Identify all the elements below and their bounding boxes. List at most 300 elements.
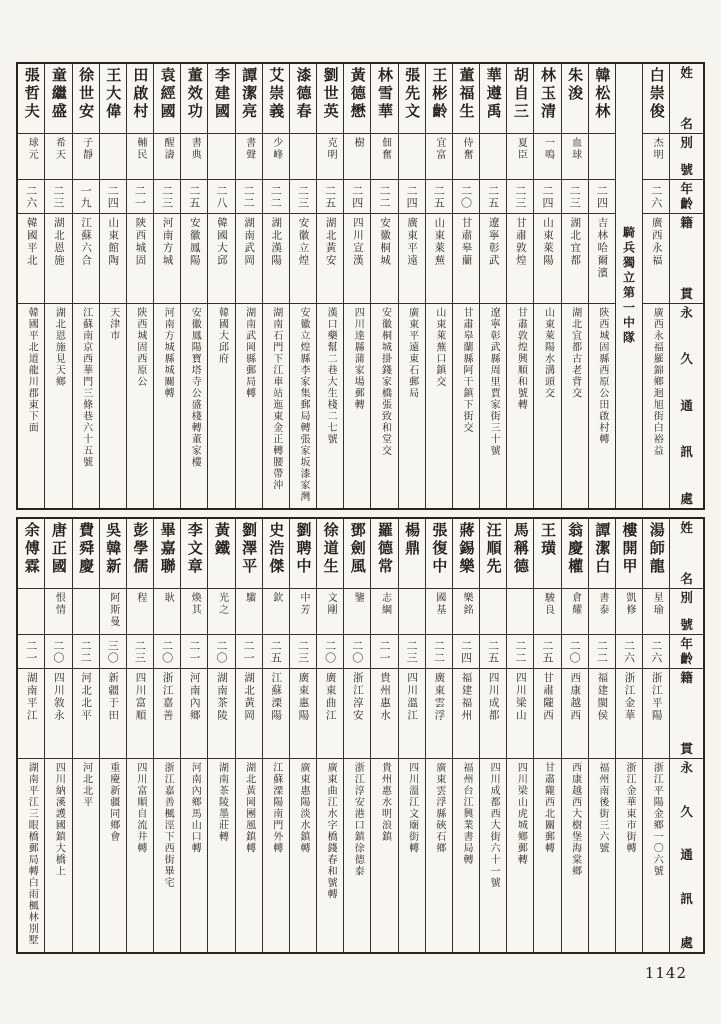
entry-age: 二二 xyxy=(269,184,283,209)
entry-name: 王璜 xyxy=(539,522,557,558)
entry-alias: 程 xyxy=(134,592,146,604)
entry-origin: 湖南茶陵 xyxy=(215,672,228,722)
entry-alias-cell xyxy=(18,589,44,635)
entry-age: 二五 xyxy=(432,184,446,209)
entry-column xyxy=(72,64,99,508)
entry-age: 二三 xyxy=(405,639,419,664)
entry-origin-cell xyxy=(562,669,588,759)
entry-age: 二二 xyxy=(79,639,93,664)
entry-age: 二六 xyxy=(24,184,38,209)
entry-address-cell xyxy=(290,759,316,952)
entry-age-cell xyxy=(453,180,479,214)
entry-origin-cell xyxy=(534,669,560,759)
entry-age: 二二 xyxy=(432,639,446,664)
entry-origin: 江蘇六合 xyxy=(80,217,93,267)
entry-origin-cell xyxy=(208,669,234,759)
entry-alias: 宜富 xyxy=(433,137,445,161)
entry-origin-cell xyxy=(100,214,126,304)
entry-alias-cell xyxy=(154,134,180,180)
entry-age-cell xyxy=(317,635,343,669)
entry-origin-cell xyxy=(18,669,44,759)
entry-name-cell xyxy=(181,519,207,589)
entry-origin: 浙江淳安 xyxy=(351,672,364,722)
entry-origin: 浙江嘉善 xyxy=(161,672,174,722)
entry-alias: 一鳴 xyxy=(542,137,554,161)
entry-alias: 書聲 xyxy=(243,137,255,161)
entry-column xyxy=(180,519,207,952)
entry-alias-cell xyxy=(236,134,262,180)
entry-name-cell xyxy=(426,64,452,134)
entry-age: 二一 xyxy=(242,639,256,664)
entry-name-cell xyxy=(371,519,397,589)
entry-age: 二〇 xyxy=(214,639,228,664)
entry-alias-cell xyxy=(480,134,506,180)
entry-name: 張哲夫 xyxy=(22,67,41,121)
entry-origin: 河北北平 xyxy=(80,672,93,722)
entry-alias: 夏臣 xyxy=(515,137,527,161)
entry-alias: 希天 xyxy=(53,137,65,161)
entry-origin-cell xyxy=(371,669,397,759)
entry-name-cell xyxy=(127,64,153,134)
entry-alias-cell xyxy=(426,134,452,180)
entry-address-cell xyxy=(562,759,588,952)
entry-age: 一九 xyxy=(79,184,93,209)
entry-name: 汪順先 xyxy=(484,522,503,576)
entry-age: 二八 xyxy=(214,184,228,209)
entry-origin: 四川宣漢 xyxy=(351,217,364,267)
entry-alias: 樹 xyxy=(352,137,364,149)
entry-alias: 中芳 xyxy=(297,592,309,616)
entry-name-cell xyxy=(534,519,560,589)
entry-address-cell xyxy=(399,759,425,952)
entry-age: 二五 xyxy=(187,184,201,209)
entry-alias-cell xyxy=(263,589,289,635)
entry-name-cell xyxy=(73,64,99,134)
entry-age: 二一 xyxy=(377,639,391,664)
entry-address: 甘肅皋蘭縣阿干鎮下街交 xyxy=(460,307,472,434)
entry-origin-cell xyxy=(453,214,479,304)
entry-name-cell xyxy=(127,519,153,589)
entry-name-cell xyxy=(589,519,615,589)
entry-age-cell xyxy=(127,635,153,669)
entry-name-cell xyxy=(263,64,289,134)
entry-address-cell xyxy=(399,304,425,508)
entry-origin-cell xyxy=(507,214,533,304)
entry-age-cell xyxy=(562,180,588,214)
entry-address-cell xyxy=(616,759,642,952)
entry-name: 董福生 xyxy=(457,67,476,121)
entry-address-cell xyxy=(208,759,234,952)
entry-address: 浙江平陽金鄉一〇六號 xyxy=(651,762,663,877)
entry-alias: 光之 xyxy=(216,592,228,616)
entry-column xyxy=(370,64,397,508)
header-cell-origin xyxy=(670,214,703,304)
entry-origin-cell xyxy=(263,669,289,759)
entry-alias-cell xyxy=(507,134,533,180)
entry-column xyxy=(180,64,207,508)
entry-address: 遼寧彰武縣周里賈家街三十號 xyxy=(488,307,500,457)
entry-column xyxy=(316,519,343,952)
entry-age-cell xyxy=(181,180,207,214)
entry-address-cell xyxy=(45,304,71,508)
entry-origin-cell xyxy=(127,669,153,759)
entry-address: 廣西永福羅錦鄉迴旭街白裕益 xyxy=(651,307,663,457)
entry-age-cell xyxy=(263,180,289,214)
entry-name-cell xyxy=(45,519,71,589)
entry-age: 二三 xyxy=(296,639,310,664)
entry-alias: 侍奮 xyxy=(460,137,472,161)
entry-name-cell xyxy=(480,64,506,134)
entry-alias-cell xyxy=(534,589,560,635)
entry-alias: 騮 xyxy=(243,592,255,604)
entry-alias-cell xyxy=(534,134,560,180)
entry-origin-cell xyxy=(344,214,370,304)
entry-address-cell xyxy=(480,304,506,508)
entry-origin-cell xyxy=(73,214,99,304)
entry-origin: 新疆于田 xyxy=(107,672,120,722)
entry-name: 華遵禹 xyxy=(484,67,503,121)
entry-age-cell xyxy=(399,180,425,214)
entry-age-cell xyxy=(507,180,533,214)
entry-age: 二三 xyxy=(160,184,174,209)
entry-age-cell xyxy=(344,180,370,214)
entry-age: 二五 xyxy=(486,639,500,664)
entry-column xyxy=(18,519,44,952)
entry-name: 樓開甲 xyxy=(620,522,639,576)
entry-name-cell xyxy=(426,519,452,589)
entry-name: 張復中 xyxy=(430,522,449,576)
entry-address: 廣東雲浮縣硤石鄉 xyxy=(433,762,445,854)
entry-address-cell xyxy=(453,304,479,508)
entry-address: 湖北黃岡團風鎮轉 xyxy=(243,762,255,854)
entry-address: 安徽立煌縣李家集郵局轉張家坂漆家灣 xyxy=(297,307,309,503)
entry-alias-cell xyxy=(616,589,642,635)
header-cell-alias xyxy=(670,589,703,635)
entry-name: 翁慶權 xyxy=(566,522,585,576)
entry-age: 二二 xyxy=(513,639,527,664)
entry-alias: 文剛 xyxy=(325,592,337,616)
entry-name: 羅德常 xyxy=(375,522,394,576)
entry-name-cell xyxy=(344,519,370,589)
entry-address: 甘肅隴西北關郵轉 xyxy=(542,762,554,854)
entry-name-cell xyxy=(263,519,289,589)
entry-address: 湖北宜都古老背交 xyxy=(569,307,581,399)
entry-alias: 欽 xyxy=(270,592,282,604)
entry-age-cell xyxy=(317,180,343,214)
entry-address: 安徽鳳陽寶塔寺公盛棧轉董家樓 xyxy=(189,307,201,468)
entry-age: 二三 xyxy=(296,184,310,209)
directory-table-top xyxy=(16,62,705,510)
unit-divider xyxy=(615,64,642,508)
entry-origin-cell xyxy=(208,214,234,304)
entry-alias: 醒濤 xyxy=(162,137,174,161)
entry-origin-cell xyxy=(426,669,452,759)
entry-origin-cell xyxy=(154,214,180,304)
entry-alias-cell xyxy=(73,134,99,180)
entry-name: 董效功 xyxy=(185,67,204,121)
entry-age-cell xyxy=(371,635,397,669)
entry-age-cell xyxy=(616,635,642,669)
entry-name-cell xyxy=(399,519,425,589)
header-cell-age xyxy=(670,635,703,669)
entry-origin: 安徽鳳陽 xyxy=(188,217,201,267)
entry-name: 黃德懋 xyxy=(348,67,367,121)
entry-age-cell xyxy=(371,180,397,214)
entry-origin: 韓國大邱 xyxy=(215,217,228,267)
entry-column xyxy=(615,519,642,952)
entry-age-cell xyxy=(589,180,615,214)
entry-address-cell xyxy=(73,304,99,508)
entry-age: 二五 xyxy=(323,184,337,209)
entry-alias-cell xyxy=(453,134,479,180)
entry-age-cell xyxy=(73,180,99,214)
entry-alias-cell xyxy=(317,589,343,635)
entry-column xyxy=(533,519,560,952)
entry-name: 李建國 xyxy=(212,67,231,121)
entry-name: 王大偉 xyxy=(104,67,123,121)
entry-age: 二五 xyxy=(269,639,283,664)
entry-origin: 山東館陶 xyxy=(107,217,120,267)
entry-name-cell xyxy=(100,519,126,589)
entry-age-cell xyxy=(45,180,71,214)
entry-origin-cell xyxy=(371,214,397,304)
entry-age-cell xyxy=(18,180,44,214)
entry-address-cell xyxy=(181,759,207,952)
entry-address: 四川梁山虎城鄉郵轉 xyxy=(515,762,527,866)
entry-alias-cell xyxy=(18,134,44,180)
entry-address-cell xyxy=(181,304,207,508)
entry-column xyxy=(506,64,533,508)
entry-address: 浙江金華東市街轉 xyxy=(624,762,636,854)
entry-age-cell xyxy=(236,635,262,669)
entry-age: 二四 xyxy=(405,184,419,209)
entry-origin-cell xyxy=(290,214,316,304)
entry-age-cell xyxy=(45,635,71,669)
entry-column xyxy=(153,519,180,952)
entry-origin-cell xyxy=(127,214,153,304)
entry-alias-cell xyxy=(399,134,425,180)
entry-age: 二一 xyxy=(133,184,147,209)
entry-alias-cell xyxy=(426,589,452,635)
entry-alias-cell xyxy=(480,589,506,635)
entry-origin-cell xyxy=(399,214,425,304)
entry-origin: 湖北黃安 xyxy=(324,217,337,267)
entry-column xyxy=(289,64,316,508)
entry-age-cell xyxy=(208,180,234,214)
entry-address-cell xyxy=(127,759,153,952)
entry-address-cell xyxy=(317,304,343,508)
entry-alias-cell xyxy=(290,589,316,635)
entry-name-cell xyxy=(453,519,479,589)
entry-alias: 樂銘 xyxy=(460,592,472,616)
entry-age: 二〇 xyxy=(459,184,473,209)
entry-column xyxy=(452,64,479,508)
entry-age-cell xyxy=(154,635,180,669)
entry-address-cell xyxy=(263,304,289,508)
entry-origin: 湖北黃岡 xyxy=(243,672,256,722)
entry-age-cell xyxy=(480,180,506,214)
entry-address: 廣東曲江水字橋錢春和號轉 xyxy=(325,762,337,900)
entry-address-cell xyxy=(154,304,180,508)
entry-origin-cell xyxy=(616,669,642,759)
entry-name: 劉聘中 xyxy=(294,522,313,576)
entry-name-cell xyxy=(371,64,397,134)
entry-address: 廣東平遠東石郵局 xyxy=(406,307,418,399)
entry-alias-cell xyxy=(181,134,207,180)
entry-alias-cell xyxy=(45,589,71,635)
entry-age: 二四 xyxy=(459,639,473,664)
entry-age-cell xyxy=(73,635,99,669)
entry-column xyxy=(425,64,452,508)
entry-name-cell xyxy=(45,64,71,134)
entry-address-cell xyxy=(208,304,234,508)
entry-column xyxy=(588,64,615,508)
entry-age-cell xyxy=(344,635,370,669)
entry-alias-cell xyxy=(589,134,615,180)
entry-alias: 阿斯曼 xyxy=(107,592,119,628)
entry-alias-cell xyxy=(371,589,397,635)
entry-name-cell xyxy=(589,64,615,134)
entry-origin-cell xyxy=(399,669,425,759)
header-age-label: 年 齡 xyxy=(680,181,693,211)
entry-age-cell xyxy=(100,635,126,669)
entry-origin: 山東萊蕪 xyxy=(433,217,446,267)
entry-alias: 煥其 xyxy=(189,592,201,616)
entry-origin-cell xyxy=(181,669,207,759)
entry-address: 甘肅敦煌興順和號轉 xyxy=(515,307,527,411)
entry-address-cell xyxy=(344,304,370,508)
entry-origin-cell xyxy=(45,214,71,304)
entry-origin-cell xyxy=(73,669,99,759)
entry-origin-cell xyxy=(643,214,669,304)
entry-address: 韓國大邱府 xyxy=(216,307,228,365)
entry-alias-cell xyxy=(643,589,669,635)
entry-age-cell xyxy=(181,635,207,669)
entry-address-cell xyxy=(236,759,262,952)
entry-address-cell xyxy=(73,759,99,952)
header-name-label: 姓 名 xyxy=(680,65,693,131)
entry-name: 林玉清 xyxy=(539,67,557,121)
entry-alias-cell xyxy=(589,589,615,635)
entry-name: 鄧劍風 xyxy=(348,522,367,576)
entry-age-cell xyxy=(236,180,262,214)
entry-alias-cell xyxy=(371,134,397,180)
entry-origin-cell xyxy=(317,214,343,304)
entry-age-cell xyxy=(263,635,289,669)
entry-origin: 甘肅隴西 xyxy=(542,672,555,722)
entry-column xyxy=(126,519,153,952)
header-cell-origin xyxy=(670,669,703,759)
entry-name: 譚潔亮 xyxy=(240,67,259,121)
entry-name-cell xyxy=(507,519,533,589)
entry-alias: 國基 xyxy=(433,592,445,616)
entry-name-cell xyxy=(181,64,207,134)
entry-name: 劉澤平 xyxy=(240,522,259,576)
entry-column xyxy=(343,64,370,508)
entry-address: 漢口藥幫二巷大生棧二七號 xyxy=(325,307,337,445)
entry-origin: 湖北漢陽 xyxy=(270,217,283,267)
entry-address: 安徽桐城掛錢家橋張致和堂交 xyxy=(379,307,391,457)
entry-address: 四川達縣蒲家場郵轉 xyxy=(352,307,364,411)
entry-alias-cell xyxy=(344,134,370,180)
entry-column xyxy=(506,519,533,952)
entry-name-cell xyxy=(208,64,234,134)
entry-origin: 廣東曲江 xyxy=(324,672,337,722)
entry-name-cell xyxy=(100,64,126,134)
entry-age: 二二 xyxy=(595,639,609,664)
entry-age-cell xyxy=(643,180,669,214)
entry-address-cell xyxy=(562,304,588,508)
header-cell-address xyxy=(670,304,703,508)
entry-alias-cell xyxy=(208,134,234,180)
entry-address-cell xyxy=(263,759,289,952)
entry-address-cell xyxy=(371,304,397,508)
entry-origin: 湖南平江 xyxy=(25,672,38,722)
entry-alias-cell xyxy=(263,134,289,180)
entry-age: 二二 xyxy=(377,184,391,209)
entry-name: 李文章 xyxy=(185,522,204,576)
entry-column xyxy=(126,64,153,508)
entry-alias-cell xyxy=(154,589,180,635)
entry-name-cell xyxy=(399,64,425,134)
entry-name-cell xyxy=(480,519,506,589)
entry-address: 福州台江興業書局轉 xyxy=(460,762,472,866)
entry-origin-cell xyxy=(453,669,479,759)
entry-address-cell xyxy=(317,759,343,952)
entry-alias-cell xyxy=(181,589,207,635)
entry-origin: 吉林哈爾濱 xyxy=(596,217,609,280)
entry-address: 廣東惠陽淡水鎮轉 xyxy=(297,762,309,854)
entry-origin: 西康越西 xyxy=(569,672,582,722)
header-column xyxy=(669,519,703,952)
entry-address: 浙江嘉善楓涇下西街畢宅 xyxy=(162,762,174,889)
header-address-label: 永 久 通 訊 處 xyxy=(680,760,693,950)
entry-alias-cell xyxy=(127,589,153,635)
entry-name: 劉世英 xyxy=(321,67,340,121)
header-cell-address xyxy=(670,759,703,952)
entry-age-cell xyxy=(643,635,669,669)
entry-alias-cell xyxy=(290,134,316,180)
entry-column xyxy=(235,519,262,952)
entry-column xyxy=(262,519,289,952)
entry-address-cell xyxy=(534,759,560,952)
entry-address: 四川富順自流井轉 xyxy=(134,762,146,854)
entry-address: 韓國平北道龍川郡東下面 xyxy=(26,307,38,434)
entry-column xyxy=(316,64,343,508)
entry-address: 西康越西大樹堡海棠鄉 xyxy=(569,762,581,877)
entry-name: 漆德春 xyxy=(294,67,313,121)
entry-name: 田啟村 xyxy=(131,67,150,121)
entry-address-cell xyxy=(18,304,44,508)
entry-age-cell xyxy=(100,180,126,214)
entry-name-cell xyxy=(290,519,316,589)
entry-alias-cell xyxy=(562,134,588,180)
entry-age: 二四 xyxy=(541,184,554,209)
entry-alias-cell xyxy=(208,589,234,635)
entry-age: 二三 xyxy=(568,184,582,209)
entry-alias-cell xyxy=(100,134,126,180)
entry-address-cell xyxy=(236,304,262,508)
directory-table-bottom xyxy=(16,517,705,954)
entry-age: 二三 xyxy=(513,184,527,209)
entry-name-cell xyxy=(208,519,234,589)
entry-name-cell xyxy=(154,64,180,134)
entry-address-cell xyxy=(371,759,397,952)
entry-alias-cell xyxy=(127,134,153,180)
entry-name: 徐世安 xyxy=(77,67,96,121)
entry-alias: 志綱 xyxy=(379,592,391,616)
entry-name: 胡自三 xyxy=(511,67,530,121)
